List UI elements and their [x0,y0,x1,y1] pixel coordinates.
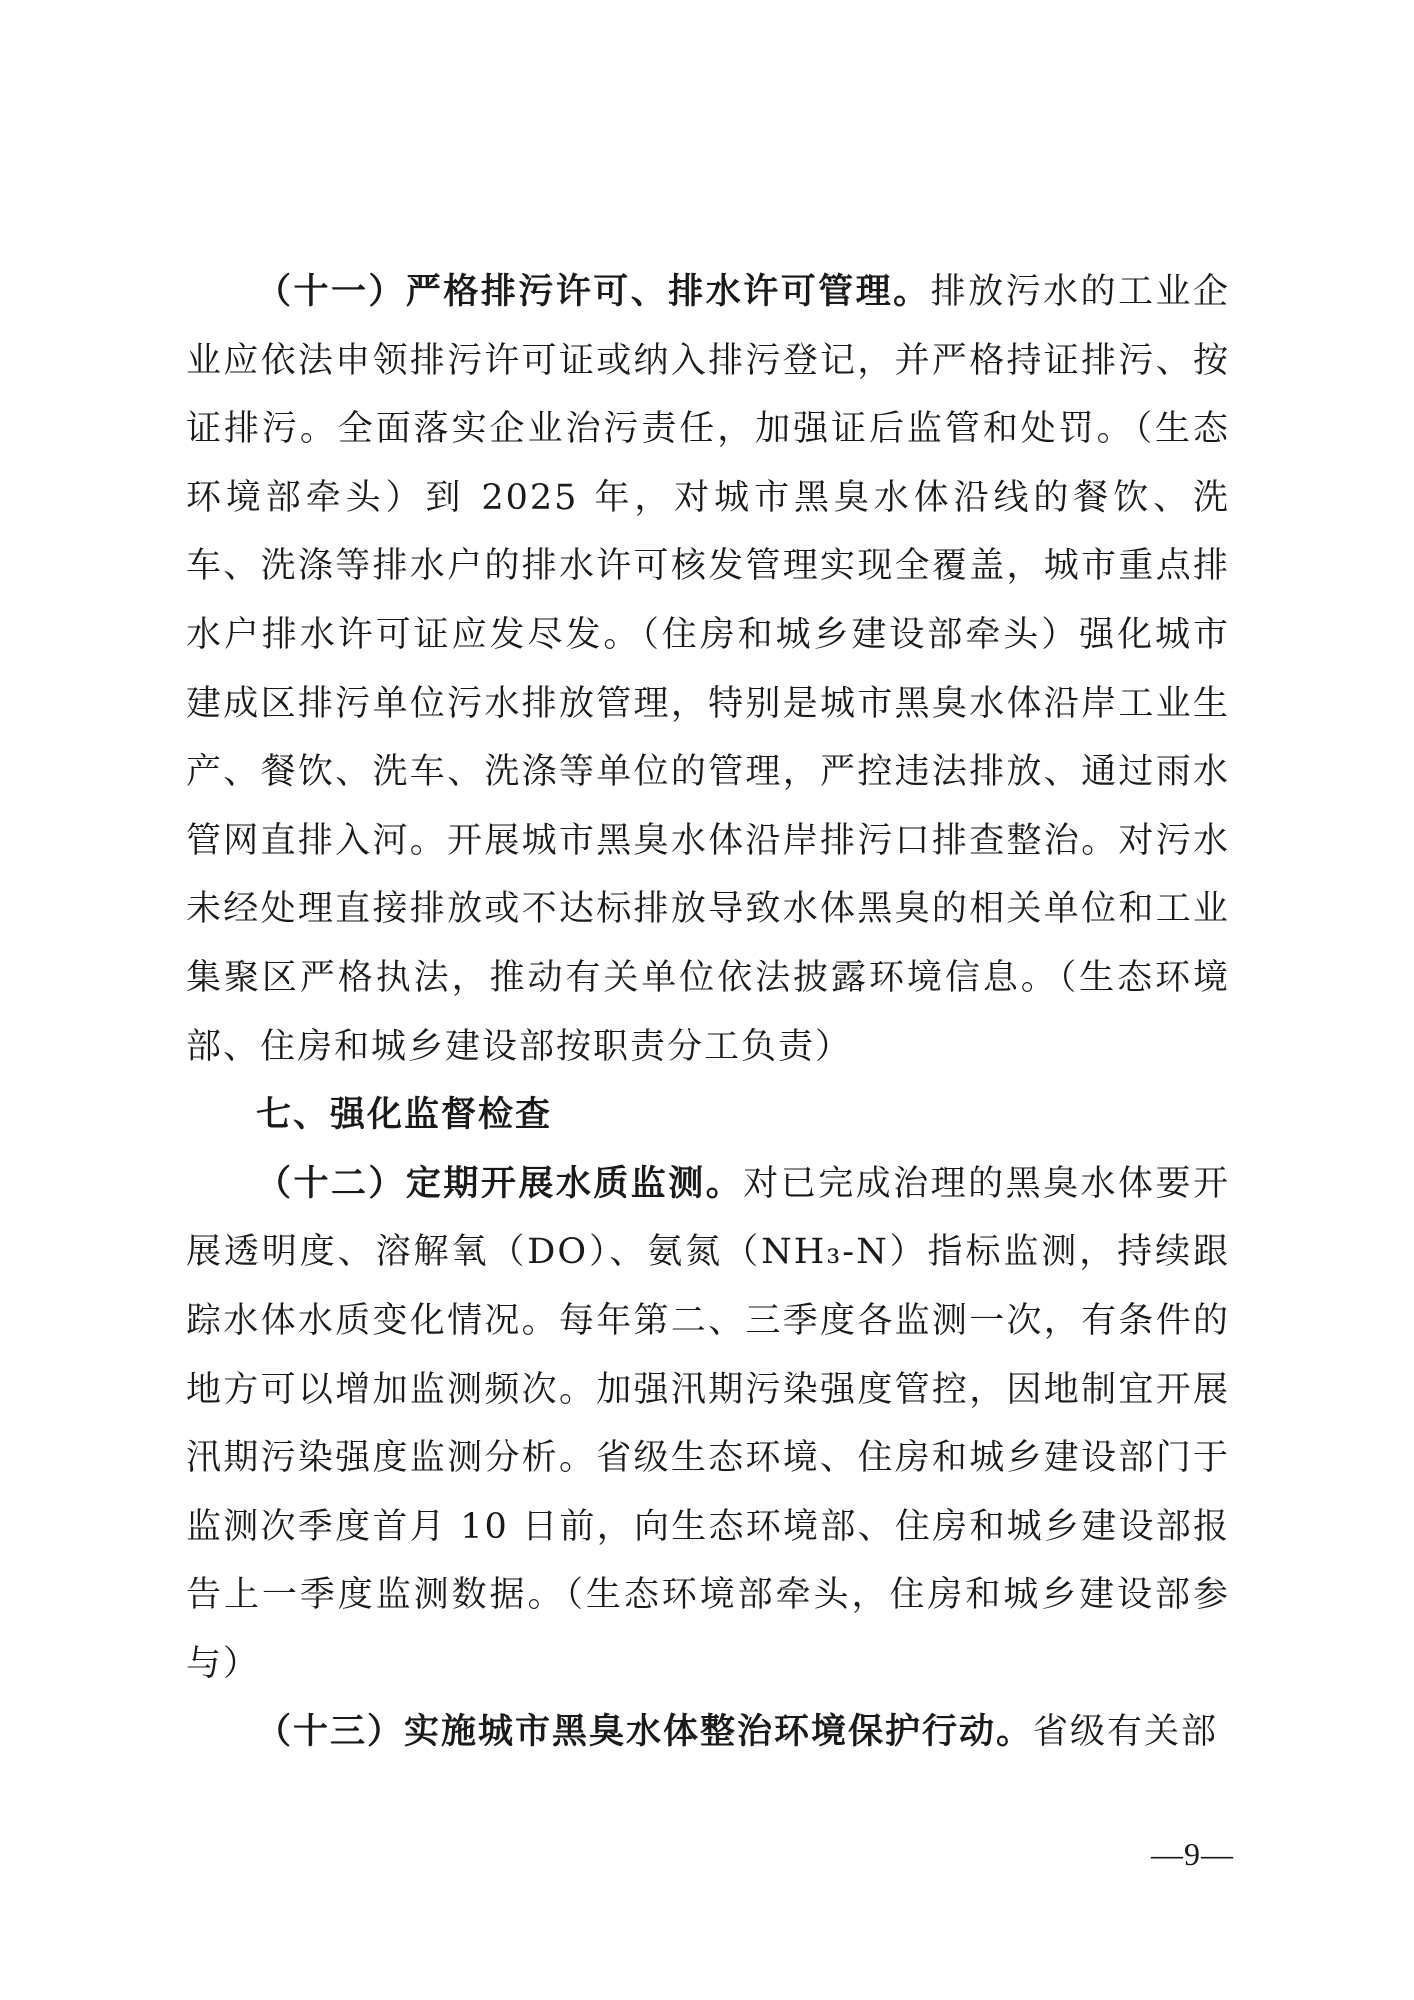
section-12-body: 对已完成治理的黑臭水体要开展透明度、溶解氧（DO）、氨氮（NH₃-N）指标监测，持续跟踪水体水质变化情况。每年第二、三季度各监测一次，有条件的地方可以增加监测频次。加强汛期污染强度管控，因地制宜开展汛期污染强度监测分析。省级生态环境、住房和城乡建设部门于监测次季度首月 10 日前，向生态环境部、住房和城乡建设部报告上一季度监测数据。（生态环境部牵头，住房和城乡建设部参与） [186,1163,1230,1684]
page-number: —9— [1151,1836,1234,1872]
paragraph-section-13 [186,1698,1230,1767]
heading-section-7: 七、强化监督检查 [256,1095,553,1136]
section-11-body: 排放污水的工业企业应依法申领排污许可证或纳入排污登记，并严格持证排污、按证排污。全面落实企业治污责任，加强证后监管和处罚。（生态环境部牵头）到 2025 年，对城市黑臭水体沿线的餐饮、洗车、洗涤等排水户的排水许可核发管理实现全覆盖，城市重点排水户排水许可证应发尽发。（住房和城乡建设部牵头）强化城市建成区排污单位污水排放管理，特别是城市黑臭水体沿岸工业生产、餐饮、洗车、洗涤等单位的管理，严控违法排放、通过雨水管网直排入河。开展城市黑臭水体沿岸排污口排查整治。对污水未经处理直接排放或不达标排放导致水体黑臭的相关单位和工业集聚区严格执法，推动有关单位依法披露环境信息。（生态环境部、住房和城乡建设部按职责分工负责） [186,272,1230,1067]
section-12-lead: （十二）定期开展水质监测。 [256,1163,744,1204]
paragraph-section-11 [186,258,1230,1081]
document-body [186,258,1230,1767]
section-13-lead: （十三）实施城市黑臭水体整治环境保护行动。 [256,1712,1034,1753]
paragraph-section-12 [186,1150,1230,1699]
section-13-body: 省级有关部 [1033,1712,1219,1753]
section-11-lead: （十一）严格排污许可、排水许可管理。 [256,272,931,312]
